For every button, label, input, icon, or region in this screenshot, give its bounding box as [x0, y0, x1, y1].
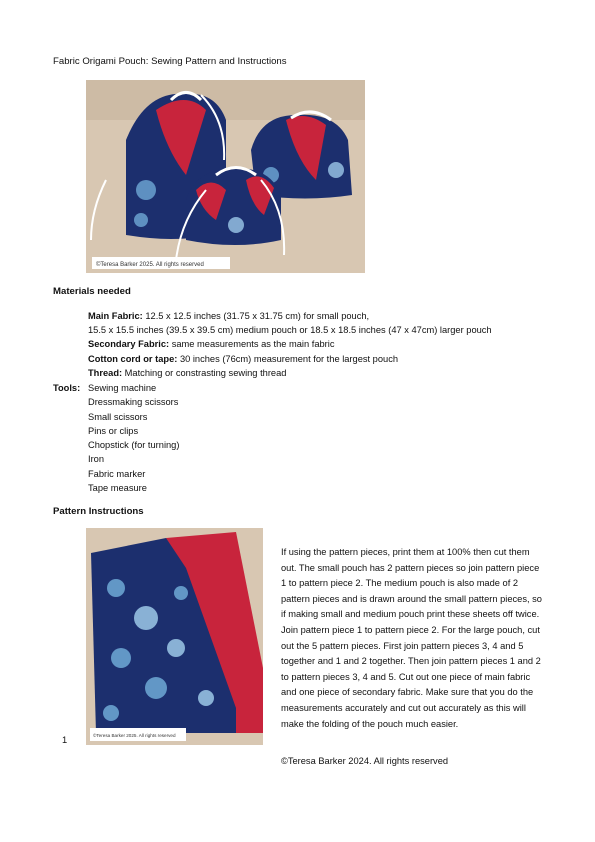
tool-item: Sewing machine: [88, 383, 157, 393]
tool-item: Chopstick (for turning): [88, 440, 180, 451]
tool-item: Small scissors: [88, 411, 148, 422]
photo2-caption: ©Teresa Barker 2025. All rights reserved: [93, 733, 176, 738]
secondary-fabric-line: [88, 337, 334, 351]
tool-item: Dressmaking scissors: [88, 397, 179, 408]
materials-heading: Materials needed: [53, 286, 131, 297]
copyright-text: ©Teresa Barker 2024. All rights reserved: [281, 756, 449, 766]
pouches-photo: [86, 80, 365, 273]
pattern-heading: Pattern Instructions: [53, 506, 144, 517]
cord-text: 30 inches (76cm) measurement for the largest pouch: [177, 354, 399, 364]
thread-label: Thread:: [88, 368, 123, 378]
main-fabric-text: 12.5 x 12.5 inches (31.75 x 31.75 cm) for small pouch,: [142, 311, 370, 321]
tool-item: Pins or clips: [88, 425, 139, 436]
thread-text: Matching or constrasting sewing thread: [122, 368, 287, 378]
cord-line: [88, 352, 398, 366]
main-fabric-line: [88, 309, 369, 323]
tool-item: Fabric marker: [88, 468, 146, 479]
secondary-fabric-label: Secondary Fabric:: [88, 339, 170, 349]
pattern-instructions-text: If using the pattern pieces, print them at 100% then cut them out. The small pouch has 2 pattern pieces so join pattern piece 1 to pattern piece 2. The medium pouch is also made of 2 pattern pieces and is drawn around the small pattern pieces, so if making small and medium pouch print these sheets off twice. Join pattern piece 1 to pattern piece 2. For the large pouch, cut out the 5 pattern pieces. First join pattern pieces 3, 4 and 5 together and 1 and 2 together. Then join pattern pieces 1 and 2 to pattern pieces 3, 4 and 5. Cut out one piece of main fabric and one piece of secondary fabric. Make sure that you do the measurements accurately and cut out accurately as this will make the folding of the pouch much easier.: [281, 547, 542, 729]
fabric-pieces-photo: [86, 528, 263, 745]
document-title: Fabric Origami Pouch: Sewing Pattern and Instructions: [53, 56, 287, 67]
tools-list: [88, 381, 179, 495]
tools-label: Tools:: [53, 383, 81, 393]
page-number: 1: [62, 735, 68, 745]
tool-item: Iron: [88, 454, 105, 465]
cord-label: Cotton cord or tape:: [88, 354, 178, 364]
thread-line: [88, 366, 286, 380]
main-fabric-label: Main Fabric:: [88, 311, 143, 321]
secondary-fabric-text: same measurements as the main fabric: [169, 339, 335, 349]
main-fabric-text2: 15.5 x 15.5 inches (39.5 x 39.5 cm) medium pouch or 18.5 x 18.5 inches (47 x 47cm) larger pouch: [88, 325, 492, 335]
photo1-caption: ©Teresa Barker 2025. All rights reserved: [96, 262, 204, 268]
tool-item: Tape measure: [88, 483, 147, 494]
